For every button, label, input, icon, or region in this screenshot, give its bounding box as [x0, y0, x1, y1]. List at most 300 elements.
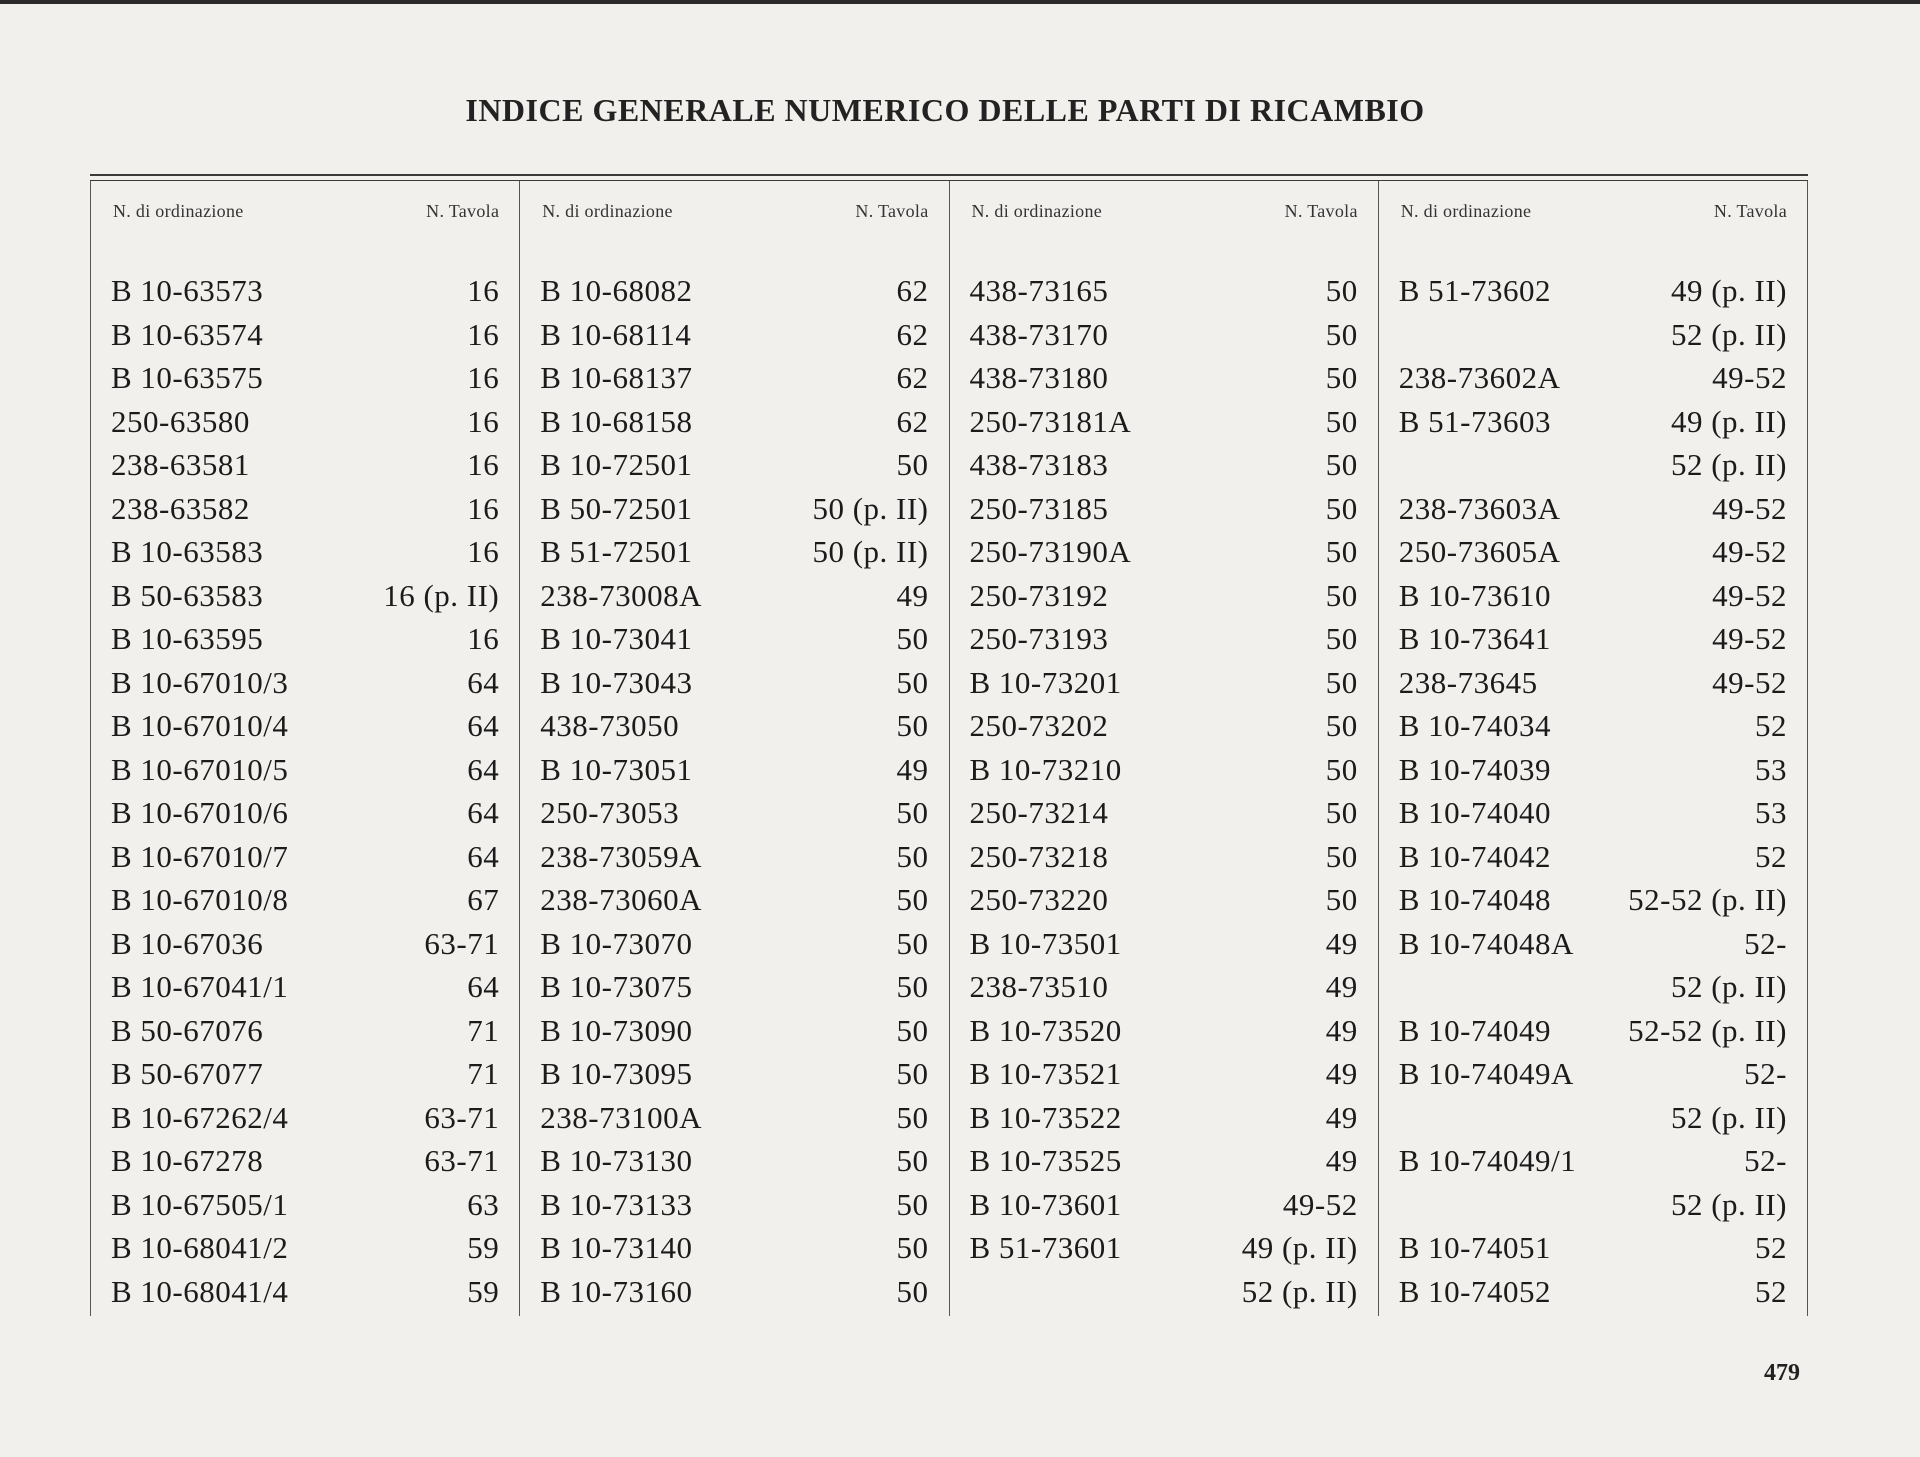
index-row: [520, 661, 948, 705]
order-number: B 50-72501: [540, 490, 693, 526]
index-row: [950, 487, 1378, 531]
table-number: 49-52: [1712, 664, 1787, 700]
table-number: 50: [1325, 621, 1358, 656]
table-number: 49-52: [1712, 621, 1787, 656]
column-header: [950, 181, 1378, 261]
table-number: 49-52: [1712, 490, 1787, 526]
order-number: 250-73190A: [969, 534, 1132, 569]
table-number: 50: [896, 795, 929, 830]
table-number: 52: [1755, 1273, 1787, 1309]
index-row: [950, 1183, 1378, 1227]
table-number: 52 (p. II): [1670, 969, 1787, 1004]
order-number: B 10-73521: [969, 1056, 1122, 1091]
table-number: 64: [467, 664, 500, 700]
table-number: 50: [896, 1143, 929, 1178]
index-row: [1379, 965, 1807, 1009]
order-number: B 10-74048A: [1398, 925, 1574, 961]
order-number: 238-73602A: [1398, 360, 1561, 395]
table-number: 50: [1325, 708, 1358, 743]
index-row: [91, 1052, 519, 1096]
table-number: 49: [1325, 1012, 1358, 1048]
order-number: 250-73181A: [969, 403, 1132, 439]
table-number: 59: [467, 1273, 500, 1309]
table-number: 50: [896, 621, 929, 656]
table-number: 49: [1325, 925, 1358, 961]
header-ordinazione: N. di ordinazione: [1400, 201, 1532, 221]
parts-index-table: [90, 181, 1808, 1316]
index-row: [950, 704, 1378, 748]
index-row: [520, 487, 948, 531]
order-number: B 51-72501: [540, 534, 693, 569]
index-row: [950, 356, 1378, 400]
table-number: 63-71: [424, 1143, 500, 1178]
header-tavola: N. Tavola: [1713, 201, 1787, 221]
order-number: B 10-68041/2: [111, 1230, 289, 1265]
index-row: [91, 356, 519, 400]
order-number: B 10-73130: [540, 1143, 693, 1178]
index-row: [520, 922, 948, 966]
index-row: [520, 617, 948, 661]
order-number: B 51-73601: [969, 1230, 1122, 1265]
order-number: B 10-73090: [540, 1012, 693, 1048]
index-row: [520, 748, 948, 792]
order-number: 238-63582: [111, 490, 250, 526]
order-number: B 10-67010/5: [111, 751, 289, 787]
order-number: B 10-63583: [111, 534, 264, 569]
order-number: 238-63581: [111, 447, 250, 482]
index-row: [950, 1226, 1378, 1270]
table-number: 16: [467, 403, 500, 439]
header-rule: [90, 174, 1808, 176]
index-row: [1379, 356, 1807, 400]
order-number: 250-73202: [969, 708, 1109, 743]
table-number: 49-52: [1282, 1186, 1358, 1222]
table-number: 67: [467, 882, 500, 917]
index-row: [91, 1139, 519, 1183]
table-number: 52 (p. II): [1670, 447, 1787, 482]
page-title: INDICE GENERALE NUMERICO DELLE PARTI DI RICAMBIO: [465, 92, 1425, 128]
index-row: [520, 704, 948, 748]
table-number: 63: [467, 1186, 500, 1222]
index-row: [91, 791, 519, 835]
order-number: B 10-67010/6: [111, 795, 289, 830]
table-number: 59: [467, 1230, 500, 1265]
table-number: 50: [896, 1230, 929, 1265]
index-column-3: [949, 181, 1378, 1316]
column-rows: [520, 269, 948, 1313]
table-number: 52-52 (p. II): [1628, 1012, 1787, 1048]
table-number: 50: [896, 925, 929, 961]
table-number: 50: [1325, 273, 1358, 308]
table-number: 50: [896, 664, 929, 700]
index-row: [1379, 704, 1807, 748]
index-row: [91, 487, 519, 531]
index-row: [520, 1139, 948, 1183]
index-row: [950, 400, 1378, 444]
order-number: 438-73170: [969, 316, 1109, 352]
table-number: 50: [896, 1012, 929, 1048]
header-ordinazione: N. di ordinazione: [542, 201, 673, 221]
column-header: [91, 181, 519, 261]
order-number: B 10-73140: [540, 1230, 693, 1265]
table-number: 16: [467, 447, 500, 482]
index-row: [91, 704, 519, 748]
table-number: 49-52: [1712, 534, 1787, 569]
index-row: [950, 1009, 1378, 1053]
page-top-edge: [0, 0, 1920, 4]
order-number: B 10-72501: [540, 447, 693, 482]
order-number: 250-73193: [969, 621, 1109, 656]
order-number: B 10-67010/4: [111, 708, 289, 743]
table-number: 49: [1325, 1099, 1358, 1135]
index-row: [1379, 530, 1807, 574]
order-number: B 50-67077: [111, 1056, 264, 1091]
index-row: [950, 443, 1378, 487]
table-number: 50: [896, 969, 929, 1004]
order-number: 250-73605A: [1398, 534, 1561, 569]
order-number: B 10-74049/1: [1398, 1143, 1577, 1178]
index-row: [1379, 1139, 1807, 1183]
index-row: [1379, 400, 1807, 444]
index-row: [91, 269, 519, 313]
order-number: B 10-63575: [111, 360, 264, 395]
table-number: 50: [896, 1273, 929, 1309]
index-row: [950, 835, 1378, 879]
table-number: 52-: [1744, 1143, 1787, 1178]
order-number: B 10-73201: [969, 664, 1122, 700]
order-number: 238-73008A: [540, 577, 702, 613]
index-row: [950, 574, 1378, 618]
order-number: B 10-74049A: [1398, 1056, 1574, 1091]
table-number: 50: [896, 708, 929, 743]
table-number: 63-71: [424, 1099, 500, 1135]
index-column-4: [1378, 181, 1808, 1316]
table-number: 50: [1325, 360, 1358, 395]
index-column-2: [519, 181, 948, 1316]
order-number: 250-73218: [969, 838, 1109, 874]
index-row: [91, 1183, 519, 1227]
column-header: [520, 181, 948, 261]
order-number: B 10-73522: [969, 1099, 1122, 1135]
index-row: [520, 1052, 948, 1096]
order-number: B 10-74040: [1398, 795, 1551, 830]
order-number: 250-73053: [540, 795, 680, 830]
index-row: [91, 1096, 519, 1140]
order-number: B 10-73133: [540, 1186, 693, 1222]
index-row: [520, 530, 948, 574]
index-column-1: [90, 181, 519, 1316]
index-row: [1379, 313, 1807, 357]
table-number: 50: [1325, 882, 1358, 917]
order-number: B 10-74048: [1398, 882, 1551, 917]
index-row: [91, 748, 519, 792]
order-number: B 10-73610: [1398, 577, 1551, 613]
table-number: 52-: [1744, 925, 1787, 961]
table-number: 64: [467, 969, 500, 1004]
table-number: 49: [896, 577, 929, 613]
table-number: 49 (p. II): [1670, 273, 1787, 308]
index-row: [520, 1009, 948, 1053]
index-row: [1379, 661, 1807, 705]
index-row: [520, 965, 948, 1009]
order-number: B 10-73601: [969, 1186, 1122, 1222]
index-row: [1379, 574, 1807, 618]
order-number: B 10-68158: [540, 403, 693, 439]
table-number: 52 (p. II): [1670, 1186, 1787, 1222]
index-row: [520, 443, 948, 487]
index-row: [91, 965, 519, 1009]
index-row: [91, 443, 519, 487]
header-tavola: N. Tavola: [426, 201, 500, 221]
table-number: 50: [1325, 751, 1358, 787]
order-number: B 10-73051: [540, 751, 693, 787]
index-row: [1379, 1183, 1807, 1227]
order-number: B 10-74039: [1398, 751, 1551, 787]
index-row: [950, 1139, 1378, 1183]
index-row: [950, 313, 1378, 357]
index-row: [91, 313, 519, 357]
column-rows: [1379, 269, 1807, 1313]
order-number: B 10-73210: [969, 751, 1122, 787]
table-number: 50: [1325, 316, 1358, 352]
order-number: B 10-67505/1: [111, 1186, 289, 1222]
order-number: B 10-68137: [540, 360, 693, 395]
index-row: [950, 269, 1378, 313]
order-number: B 51-73603: [1398, 403, 1551, 439]
table-number: 64: [467, 751, 500, 787]
index-row: [91, 1226, 519, 1270]
table-number: 52-: [1744, 1056, 1787, 1091]
table-number: 71: [467, 1056, 500, 1091]
order-number: B 10-67010/8: [111, 882, 289, 917]
index-row: [520, 356, 948, 400]
table-number: 50 (p. II): [812, 490, 929, 526]
order-number: B 50-67076: [111, 1012, 264, 1048]
table-number: 50: [896, 1056, 929, 1091]
index-row: [950, 878, 1378, 922]
index-row: [1379, 748, 1807, 792]
index-row: [950, 661, 1378, 705]
table-number: 62: [896, 403, 929, 439]
table-number: 52-52 (p. II): [1628, 882, 1787, 917]
order-number: B 10-67041/1: [111, 969, 289, 1004]
order-number: 238-73603A: [1398, 490, 1561, 526]
order-number: 250-73192: [969, 577, 1109, 613]
order-number: 250-73185: [969, 490, 1109, 526]
table-number: 53: [1755, 795, 1787, 830]
index-row: [520, 835, 948, 879]
order-number: B 10-73075: [540, 969, 693, 1004]
order-number: 238-73100A: [540, 1099, 702, 1135]
order-number: B 10-74042: [1398, 838, 1551, 874]
table-number: 50: [1325, 664, 1358, 700]
order-number: B 10-67010/7: [111, 838, 289, 874]
table-number: 50: [1325, 447, 1358, 482]
order-number: 250-73214: [969, 795, 1109, 830]
order-number: 238-73059A: [540, 838, 702, 874]
order-number: 250-63580: [111, 403, 250, 439]
table-number: 50: [1325, 838, 1358, 874]
table-number: 64: [467, 708, 500, 743]
order-number: B 10-73520: [969, 1012, 1122, 1048]
index-row: [520, 1226, 948, 1270]
table-number: 62: [896, 316, 929, 352]
index-row: [520, 574, 948, 618]
table-number: 49: [1325, 1056, 1358, 1091]
table-number: 50: [896, 1099, 929, 1135]
table-number: 50: [896, 1186, 929, 1222]
order-number: 438-73050: [540, 708, 680, 743]
order-number: B 10-67278: [111, 1143, 264, 1178]
index-row: [950, 1096, 1378, 1140]
index-row: [950, 530, 1378, 574]
order-number: B 10-68041/4: [111, 1273, 289, 1309]
table-number: 49-52: [1712, 360, 1787, 395]
index-row: [520, 1183, 948, 1227]
index-row: [91, 922, 519, 966]
order-number: B 10-73043: [540, 664, 693, 700]
order-number: B 10-73525: [969, 1143, 1122, 1178]
index-row: [91, 1270, 519, 1314]
header-tavola: N. Tavola: [855, 201, 929, 221]
index-row: [91, 617, 519, 661]
index-row: [950, 1270, 1378, 1314]
index-row: [1379, 791, 1807, 835]
table-number: 49: [896, 751, 929, 787]
index-row: [950, 791, 1378, 835]
index-row: [950, 922, 1378, 966]
index-row: [1379, 922, 1807, 966]
index-row: [520, 313, 948, 357]
header-ordinazione: N. di ordinazione: [113, 201, 244, 221]
index-row: [91, 574, 519, 618]
order-number: 238-73645: [1398, 664, 1538, 700]
table-number: 62: [896, 273, 929, 308]
table-number: 52 (p. II): [1670, 1099, 1787, 1135]
index-row: [1379, 878, 1807, 922]
order-number: B 10-73095: [540, 1056, 693, 1091]
table-number: 52: [1755, 1230, 1787, 1265]
order-number: B 10-68114: [540, 316, 692, 352]
table-number: 50: [896, 838, 929, 874]
table-number: 49-52: [1712, 577, 1787, 613]
order-number: 238-73060A: [540, 882, 702, 917]
index-row: [1379, 1270, 1807, 1314]
index-row: [1379, 269, 1807, 313]
index-row: [950, 1052, 1378, 1096]
column-rows: [950, 269, 1378, 1313]
index-row: [1379, 443, 1807, 487]
order-number: B 10-74051: [1398, 1230, 1551, 1265]
index-row: [1379, 835, 1807, 879]
index-row: [950, 965, 1378, 1009]
index-row: [1379, 1226, 1807, 1270]
index-row: [520, 1270, 948, 1314]
index-row: [91, 661, 519, 705]
index-row: [1379, 1096, 1807, 1140]
order-number: B 50-63583: [111, 577, 264, 613]
table-number: 49: [1325, 969, 1358, 1004]
index-row: [91, 835, 519, 879]
index-row: [950, 617, 1378, 661]
index-row: [91, 1009, 519, 1053]
table-number: 50: [1325, 490, 1358, 526]
table-number: 16: [467, 316, 500, 352]
order-number: B 10-74049: [1398, 1012, 1551, 1048]
index-row: [1379, 1052, 1807, 1096]
table-number: 62: [896, 360, 929, 395]
table-number: 16: [467, 621, 500, 656]
index-row: [520, 269, 948, 313]
order-number: B 51-73602: [1398, 273, 1551, 308]
table-number: 50: [896, 882, 929, 917]
table-number: 64: [467, 838, 500, 874]
order-number: 438-73180: [969, 360, 1109, 395]
order-number: B 10-73641: [1398, 621, 1551, 656]
table-number: 16 (p. II): [383, 577, 500, 613]
table-number: 50: [1325, 534, 1358, 569]
table-number: 71: [467, 1012, 500, 1048]
index-row: [91, 400, 519, 444]
order-number: B 10-73070: [540, 925, 693, 961]
table-number: 50: [896, 447, 929, 482]
table-number: 50: [1325, 403, 1358, 439]
order-number: B 10-68082: [540, 273, 693, 308]
index-row: [1379, 487, 1807, 531]
table-number: 52: [1755, 708, 1787, 743]
index-row: [91, 530, 519, 574]
column-header: [1379, 181, 1807, 261]
table-number: 53: [1755, 751, 1787, 787]
order-number: B 10-67036: [111, 925, 264, 961]
table-number: 52: [1755, 838, 1787, 874]
index-row: [520, 878, 948, 922]
header-tavola: N. Tavola: [1284, 201, 1358, 221]
table-number: 52 (p. II): [1670, 316, 1787, 352]
order-number: 238-73510: [969, 969, 1109, 1004]
order-number: B 10-67262/4: [111, 1099, 289, 1135]
order-number: 438-73183: [969, 447, 1109, 482]
table-number: 16: [467, 360, 500, 395]
order-number: B 10-67010/3: [111, 664, 289, 700]
index-row: [1379, 1009, 1807, 1053]
column-rows: [91, 269, 519, 1313]
index-row: [520, 791, 948, 835]
table-number: 49 (p. II): [1670, 403, 1787, 439]
table-number: 63-71: [424, 925, 500, 961]
table-number: 64: [467, 795, 500, 830]
table-number: 50: [1325, 795, 1358, 830]
order-number: B 10-63574: [111, 316, 264, 352]
order-number: B 10-74034: [1398, 708, 1551, 743]
order-number: B 10-63573: [111, 273, 264, 308]
table-number: 16: [467, 534, 500, 569]
order-number: B 10-63595: [111, 621, 264, 656]
order-number: 438-73165: [969, 273, 1109, 308]
table-number: 52 (p. II): [1241, 1273, 1358, 1309]
index-row: [1379, 617, 1807, 661]
table-number: 16: [467, 273, 500, 308]
order-number: B 10-73041: [540, 621, 693, 656]
index-row: [91, 878, 519, 922]
page-number: 479: [1764, 1360, 1800, 1386]
table-number: 49 (p. II): [1241, 1230, 1358, 1265]
index-row: [950, 748, 1378, 792]
table-number: 50 (p. II): [812, 534, 929, 569]
header-ordinazione: N. di ordinazione: [971, 201, 1103, 221]
index-row: [520, 400, 948, 444]
index-row: [520, 1096, 948, 1140]
